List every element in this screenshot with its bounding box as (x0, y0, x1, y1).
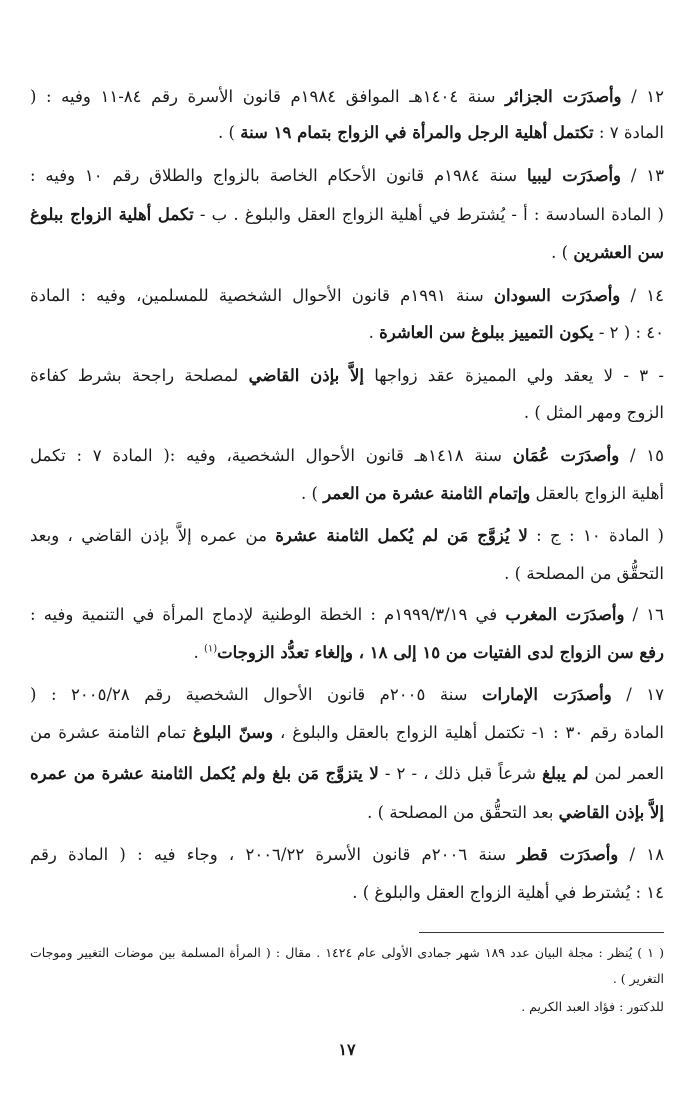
paragraph-17-line-2: المادة رقم ٣٠ : ١- تكتمل أهلية الزواج بالعقل والبلوغ ، وسنّ البلوغ تمام الثامنة عشرة من (30, 723, 664, 742)
highlighted-text: لا يتزوَّج مَن بلغ ولم يُكمل الثامنة عشرة من عمره (30, 764, 379, 783)
item-number: ١٦ / (624, 605, 664, 624)
item-number: ١٢ / (621, 87, 664, 106)
paragraph-12-line-2: المادة ٧ : تكتمل أهلية الرجل والمرأة في الزواج بتمام ١٩ سنة ) . (218, 123, 664, 142)
country-heading: وأصدَرَت الجزائر (505, 87, 622, 106)
paragraph-13-line-1: ١٣ / وأصدَرَت ليبيا سنة ١٩٨٤م قانون الأحكام الخاصة بالزواج والطلاق رقم ١٠ وفيه : (30, 166, 664, 185)
paragraph-17-line-1: ١٧ / وأصدَرَت الإمارات سنة ٢٠٠٥م قانون الأحوال الشخصية رقم ٢٠٠٥/٢٨ : ( (30, 685, 664, 704)
paragraph-15-line-1: ١٥ / وأصدَرَت عُمَان سنة ١٤١٨هـ قانون الأحوال الشخصية، وفيه :( المادة ٧ : تكمل (30, 446, 664, 465)
paragraph-16-line-2: رفع سن الزواج لدى الفتيات من ١٥ إلى ١٨ ، وإلغاء تعدُّد الزوجات$^{(١)}$ . (193, 643, 664, 662)
footnote-reference[interactable]: (١) (203, 643, 218, 655)
item-number: ١٣ / (621, 166, 664, 185)
paragraph-12-line-1: ١٢ / وأصدَرَت الجزائر سنة ١٤٠٤هـ الموافق ١٩٨٤م قانون الأسرة رقم ٨٤-١١ وفيه : ( (30, 87, 664, 106)
highlighted-text: يكون التمييز ببلوغ سن العاشرة (379, 323, 594, 342)
page-number: ١٧ (338, 1040, 356, 1059)
highlighted-text: إلاَّ بإذن القاضي (248, 366, 364, 385)
country-heading: وأصدَرَت الإمارات (482, 685, 612, 704)
paragraph-13-line-2: ( المادة السادسة : أ - يُشترط في أهلية الزواج العقل والبلوغ . ب - تكمل أهلية الزواج ببلوغ (30, 205, 664, 224)
footnote-line-3: للدكتور : فؤاد العبد الكريم . (521, 999, 664, 1014)
paragraph-16-line-1: ١٦ / وأصدَرَت المغرب في ١٩٩٩/٣/١٩م : الخطة الوطنية لإدماج المرأة في التنمية وفيه : (30, 605, 664, 624)
paragraph-18-line-2: ١٤ : يُشترط في أهلية الزواج العقل والبلوغ ) . (352, 883, 664, 902)
country-heading: وأصدَرَت السودان (493, 286, 621, 305)
paragraph-15-line-4: التحقُّق من المصلحة ) . (504, 564, 664, 583)
highlighted-text: رفع سن الزواج لدى الفتيات من ١٥ إلى ١٨ ، وإلغاء تعدُّد الزوجات (217, 643, 664, 662)
paragraph-18-line-1: ١٨ / وأصدَرَت قطر سنة ٢٠٠٦م قانون الأسرة ٢٠٠٦/٢٢ ، وجاء فيه : ( المادة رقم (30, 845, 664, 864)
paragraph-14-line-1: ١٤ / وأصدَرَت السودان سنة ١٩٩١م قانون الأحوال الشخصية للمسلمين، وفيه : المادة (30, 286, 664, 305)
highlighted-text: لم يبلغ (542, 764, 589, 783)
highlighted-text: وسنّ البلوغ (192, 723, 274, 742)
footnote-divider (419, 932, 664, 933)
item-number: ١٤ / (620, 286, 664, 305)
highlighted-text: وإتمام الثامنة عشرة من العمر (323, 484, 531, 503)
item-number: ١٧ / (611, 685, 664, 704)
paragraph-13-line-3: سن العشرين ) . (551, 243, 664, 262)
footnote-line-1: ( ١ ) يُنظر : مجلة البيان عدد ١٨٩ شهر جمادى الأولى عام ١٤٢٤ . مقال : ( المرأة المسلمة بين موضات التغيير وموجات (30, 945, 664, 960)
highlighted-text: تكمل أهلية الزواج ببلوغ (30, 205, 194, 224)
highlighted-text: إلاَّ بإذن القاضي (558, 803, 664, 822)
paragraph-14-line-2: ٤٠ : ( ٢ - يكون التمييز ببلوغ سن العاشرة . (368, 323, 664, 342)
country-heading: وأصدَرَت قطر (517, 845, 619, 864)
item-number: ١٨ / (618, 845, 664, 864)
paragraph-15-line-3: ( المادة ١٠ : ج : لا يُزوَّج مَن لم يُكمل الثامنة عشرة من عمره إلاَّ بإذن القاضي ، وبعد (30, 526, 664, 545)
highlighted-text: تكتمل أهلية الرجل والمرأة في الزواج بتمام ١٩ سنة (240, 123, 594, 142)
country-heading: وأصدَرَت المغرب (505, 605, 625, 624)
footnote-line-2: التغرير ) . (612, 971, 664, 986)
highlighted-text: سن العشرين (573, 243, 664, 262)
paragraph-14-line-3: - ٣ - لا يعقد ولي المميزة عقد زواجها إلاَّ بإذن القاضي لمصلحة راجحة بشرط كفاءة (30, 366, 664, 385)
paragraph-17-line-3: العمر لمن لم يبلغ شرعاً قبل ذلك ، - ٢ - لا يتزوَّج مَن بلغ ولم يُكمل الثامنة عشرة من عمره (30, 764, 664, 783)
country-heading: وأصدَرَت ليبيا (526, 166, 622, 185)
highlighted-text: لا يُزوَّج مَن لم يُكمل الثامنة عشرة (275, 526, 528, 545)
country-heading: وأصدَرَت عُمَان (512, 446, 620, 465)
paragraph-14-line-4: الزوج ومهر المثل ) . (523, 403, 664, 422)
paragraph-17-line-4: إلاَّ بإذن القاضي بعد التحقُّق من المصلحة ) . (367, 803, 664, 822)
item-number: ١٥ / (619, 446, 664, 465)
paragraph-15-line-2: أهلية الزواج بالعقل وإتمام الثامنة عشرة من العمر ) . (301, 484, 664, 503)
